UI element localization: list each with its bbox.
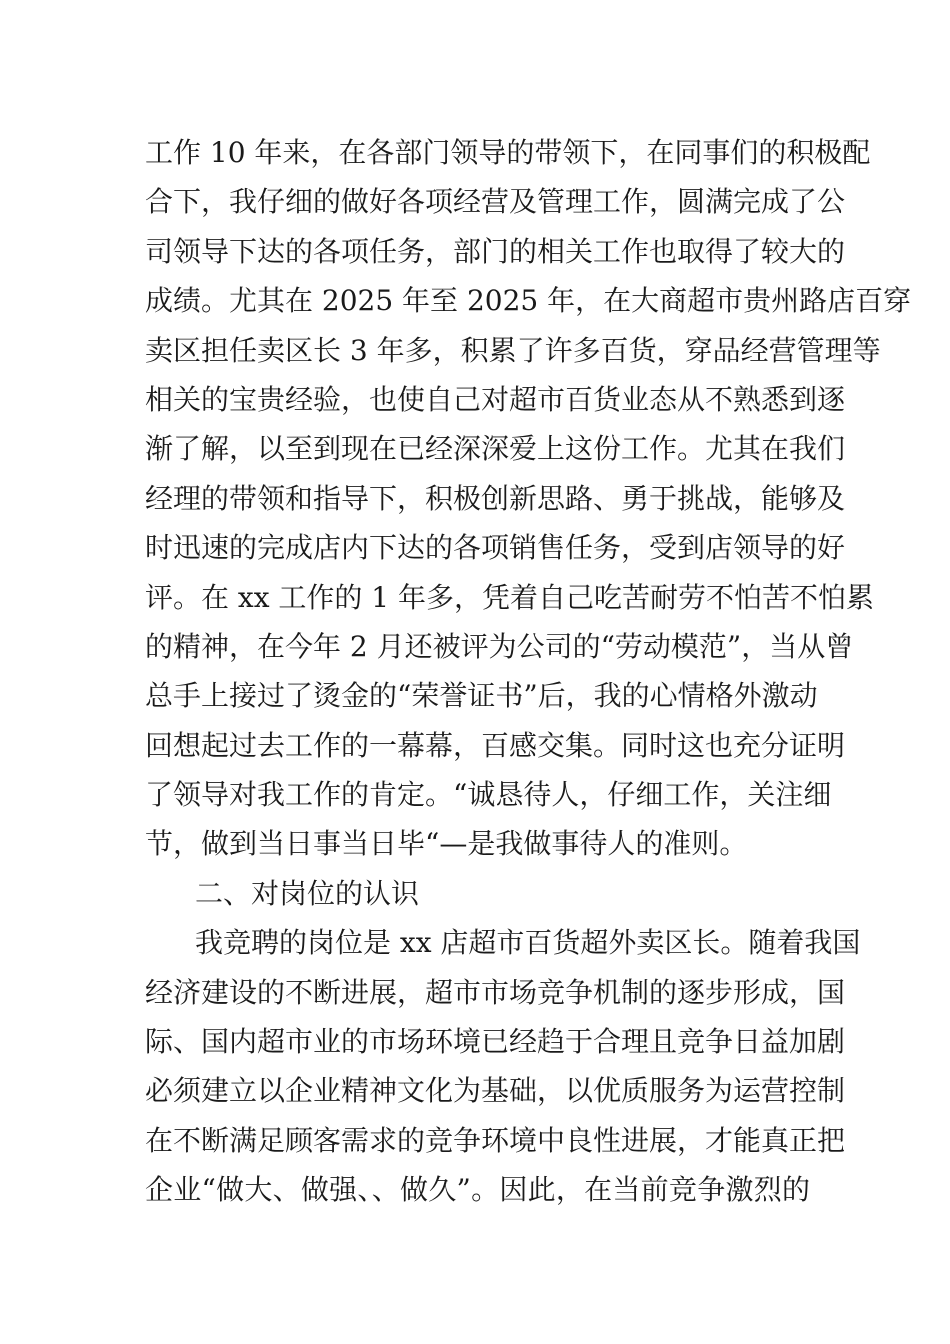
text-line: 时迅速的完成店内下达的各项销售任务，受到店领导的好	[145, 531, 846, 565]
text-line: 经济建设的不断进展，超市市场竞争机制的逐步形成，国	[145, 975, 846, 1009]
text-line: 卖区担任卖区长 3 年多，积累了许多百货，穿品经营管理等	[145, 333, 881, 367]
text-line: 际、国内超市业的市场环境已经趋于合理且竞争日益加剧	[145, 1025, 846, 1059]
text-line: 经理的带领和指导下，积极创新思路、勇于挑战，能够及	[145, 481, 846, 515]
text-line: 我竞聘的岗位是 xx 店超市百货超外卖区长。随着我国	[195, 926, 861, 960]
text-line: 相关的宝贵经验，也使自己对超市百货业态从不熟悉到逐	[145, 382, 846, 416]
text-line: 合下，我仔细的做好各项经营及管理工作，圆满完成了公	[145, 185, 846, 219]
text-line: 在不断满足顾客需求的竞争环境中良性进展，才能真正把	[145, 1123, 846, 1157]
text-line: 必须建立以企业精神文化为基础，以优质服务为运营控制	[145, 1074, 846, 1108]
text-line: 评。在 xx 工作的 1 年多，凭着自己吃苦耐劳不怕苦不怕累	[145, 580, 875, 614]
text-line: 工作 10 年来，在各部门领导的带领下，在同事们的积极配	[145, 136, 871, 169]
text-line: 回想起过去工作的一幕幕，百感交集。同时这也充分证明	[145, 728, 846, 762]
section-heading: 二、对岗位的认识	[195, 876, 420, 910]
text-line: 节，做到当日事当日毕“—是我做事待人的准则。	[145, 827, 748, 861]
text-line: 总手上接过了烫金的“荣誉证书”后，我的心情格外激动	[145, 679, 818, 713]
text-line: 司领导下达的各项任务，部门的相关工作也取得了较大的	[145, 234, 846, 268]
text-line: 的精神，在今年 2 月还被评为公司的“劳动模范”，当从曾	[145, 629, 854, 663]
text-line: 渐了解，以至到现在已经深深爱上这份工作。尤其在我们	[145, 432, 846, 466]
text-line: 企业“做大、做强、、做久”。因此，在当前竞争激烈的	[145, 1173, 810, 1207]
text-line: 了领导对我工作的肯定。“诚恳待人，仔细工作，关注细	[145, 778, 832, 812]
body-text	[145, 128, 912, 1215]
text-line: 成绩。尤其在 2025 年至 2025 年，在大商超市贵州路店百穿	[145, 284, 912, 318]
